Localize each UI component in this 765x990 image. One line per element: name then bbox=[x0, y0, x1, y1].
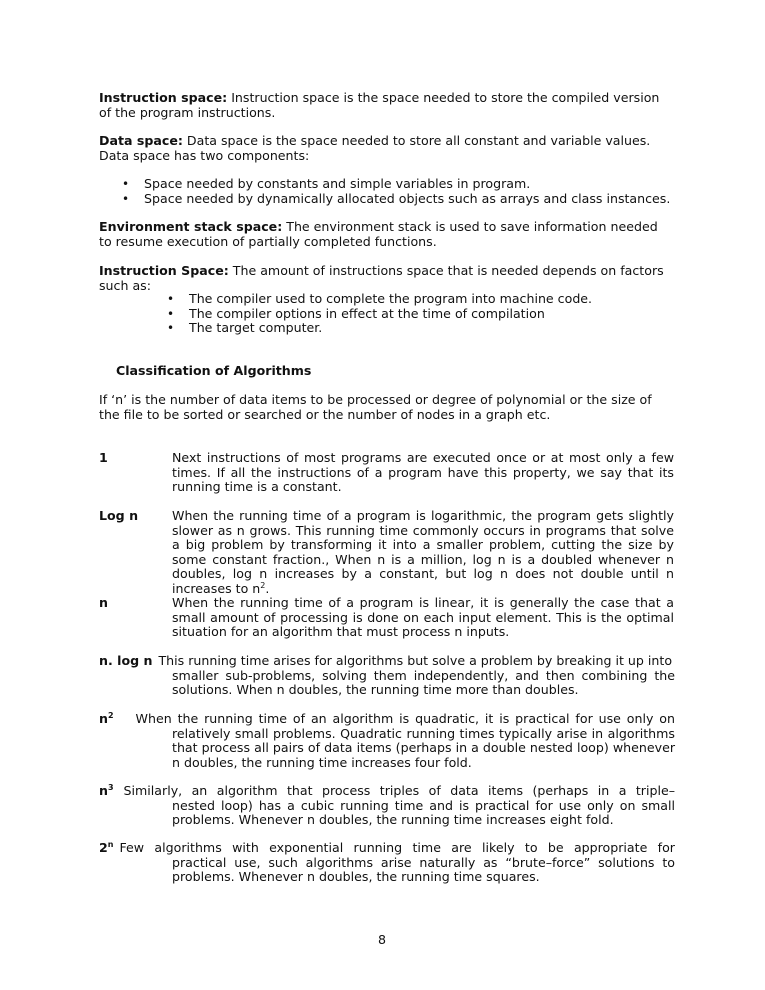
instruction-space-bullet-list bbox=[189, 292, 669, 336]
environment-stack-text: The environment stack is used to save information needed to resume execution of partially completed functions. bbox=[99, 219, 658, 249]
class-term: $n^2$ bbox=[99, 711, 114, 726]
environment-stack-paragraph bbox=[99, 220, 671, 249]
data-space-paragraph bbox=[99, 134, 671, 163]
class-description: smaller sub-problems, solving them independently, and then combining the solutions. When n doubles, the running time more than doubles. bbox=[172, 667, 675, 698]
class-description: practical use, such algorithms arise naturally as “brute–force” solutions to problems. Whenever n doubles, the running time squares. bbox=[172, 854, 675, 885]
data-space-bullet-list bbox=[144, 177, 684, 206]
instruction-space-factors-term: Instruction Space: bbox=[99, 263, 229, 278]
list-item: • Space needed by constants and simple variables in program. bbox=[144, 177, 684, 192]
class-term: 1 bbox=[99, 450, 108, 465]
class-first-line: n. log n This running time arises for algorithms but solve a problem by breaking it up into bbox=[99, 653, 673, 668]
class-description: nested loop) has a cubic running time and is practical for use only on small problems. Whenever n doubles, the running time increases eight fold. bbox=[172, 797, 675, 828]
class-term: 2$^n$ bbox=[99, 840, 114, 855]
page-number: 8 bbox=[378, 932, 387, 947]
section-heading: Classification of Algorithms bbox=[116, 363, 312, 378]
list-item: • The compiler options in effect at the time of compilation bbox=[189, 307, 669, 322]
class-term: $n^3$ bbox=[99, 783, 114, 798]
data-space-text: Data space is the space needed to store all constant and variable values. Data space has two components: bbox=[99, 133, 651, 163]
instruction-space-paragraph bbox=[99, 91, 671, 120]
class-first-line: $n^2$ When the running time of an algorithm is quadratic, it is practical for use only on bbox=[99, 711, 675, 726]
class-first-line: $n^3$ Similarly, an algorithm that process triples of data items (perhaps in a triple– bbox=[99, 783, 675, 798]
class-term: n. log n bbox=[99, 653, 153, 668]
class-term: Log n bbox=[99, 508, 139, 523]
instruction-space-text: Instruction space is the space needed to store the compiled version of the program instructions. bbox=[99, 90, 660, 120]
class-description: Next instructions of most programs are executed once or at most only a few times. If all the instructions of a program have this property, we say that its running time is a constant. bbox=[172, 450, 674, 495]
environment-stack-term: Environment stack space: bbox=[99, 219, 283, 234]
class-description: When the running time of a program is logarithmic, the program gets slightly slower as n grows. This running time commonly occurs in programs that solve a big problem by transforming it into a smaller problem, cutting the size by some constant fraction., When n is a million, log n is a doubled whenever n doubles, log n increases by a constant, but log n does not double until n increases to $n^2$. bbox=[172, 508, 674, 596]
intro-paragraph: If ‘n’ is the number of data items to be processed or degree of polynomial or the size of the file to be sorted or searched or the number of nodes in a graph etc. bbox=[99, 392, 652, 422]
class-first-line: 2$^n$ Few algorithms with exponential running time are likely to be appropriate for bbox=[99, 840, 675, 855]
instruction-space-factors-text: The amount of instructions space that is needed depends on factors such as: bbox=[99, 263, 664, 293]
list-item: • Space needed by dynamically allocated objects such as arrays and class instances. bbox=[144, 192, 684, 207]
list-item: • The target computer. bbox=[189, 321, 669, 336]
class-term: n bbox=[99, 595, 108, 610]
list-item: • The compiler used to complete the program into machine code. bbox=[189, 292, 669, 307]
class-description: relatively small problems. Quadratic running times typically arise in algorithms that process all pairs of data items (perhaps in a double nested loop) whenever n doubles, the running time increases four fold. bbox=[172, 725, 675, 770]
instruction-space-term: Instruction space: bbox=[99, 90, 228, 105]
class-description: When the running time of a program is linear, it is generally the case that a small amount of processing is done on each input element. This is the optimal situation for an algorithm that must process n inputs. bbox=[172, 595, 674, 640]
data-space-term: Data space: bbox=[99, 133, 183, 148]
instruction-space-factors-paragraph bbox=[99, 264, 671, 293]
